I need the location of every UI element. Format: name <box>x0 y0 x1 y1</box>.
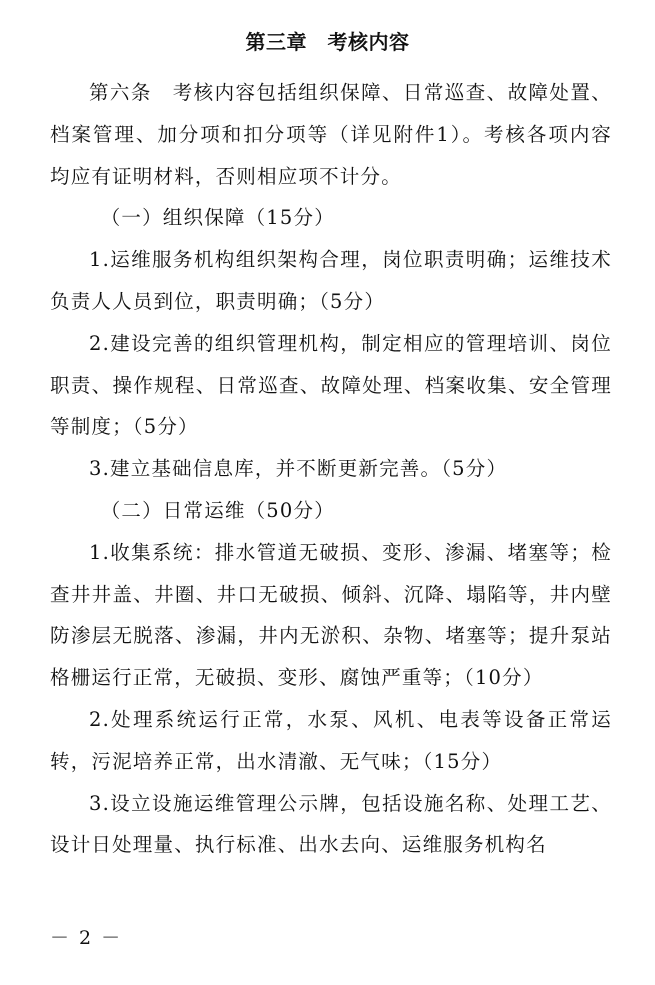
section-heading-organization: （一）组织保障（15分） <box>100 206 335 230</box>
organization-item-1: 1.运维服务机构组织架构合理，岗位职责明确；运维技术负责人人员到位，职责明确；（5分） <box>50 248 612 313</box>
daily-ops-item-3: 3.设立设施运维管理公示牌，包括设施名称、处理工艺、设计日处理量、执行标准、出水去向、运维服务机构名 <box>50 791 612 857</box>
chapter-title: 第三章 考核内容 <box>245 30 410 54</box>
daily-ops-item-1: 1.收集系统：排水管道无破损、变形、渗漏、堵塞等；检查井井盖、井圈、井口无破损、倾斜、沉降、塌陷等，井内壁防渗层无脱落、渗漏，井内无淤积、杂物、堵塞等；提升泵站格栅运行正常，无破损、变形、腐蚀严重等；（10分） <box>50 540 612 690</box>
section-heading-daily-ops: （二）日常运维（50分） <box>100 498 335 522</box>
organization-item-3: 3.建立基础信息库，并不断更新完善。（5分） <box>89 457 508 481</box>
organization-item-2: 2.建设完善的组织管理机构，制定相应的管理培训、岗位职责、操作规程、日常巡查、故障处理、档案收集、安全管理等制度；（5分） <box>50 331 612 439</box>
daily-ops-item-2: 2.处理系统运行正常，水泵、风机、电表等设备正常运转，污泥培养正常，出水清澈、无气味；（15分） <box>50 707 612 773</box>
article-6-paragraph: 第六条 考核内容包括组织保障、日常巡查、故障处置、档案管理、加分项和扣分项等（详见附件1）。考核各项内容均应有证明材料，否则相应项不计分。 <box>50 81 612 188</box>
document-body <box>50 72 612 866</box>
page-number: － 2 － <box>50 927 123 949</box>
